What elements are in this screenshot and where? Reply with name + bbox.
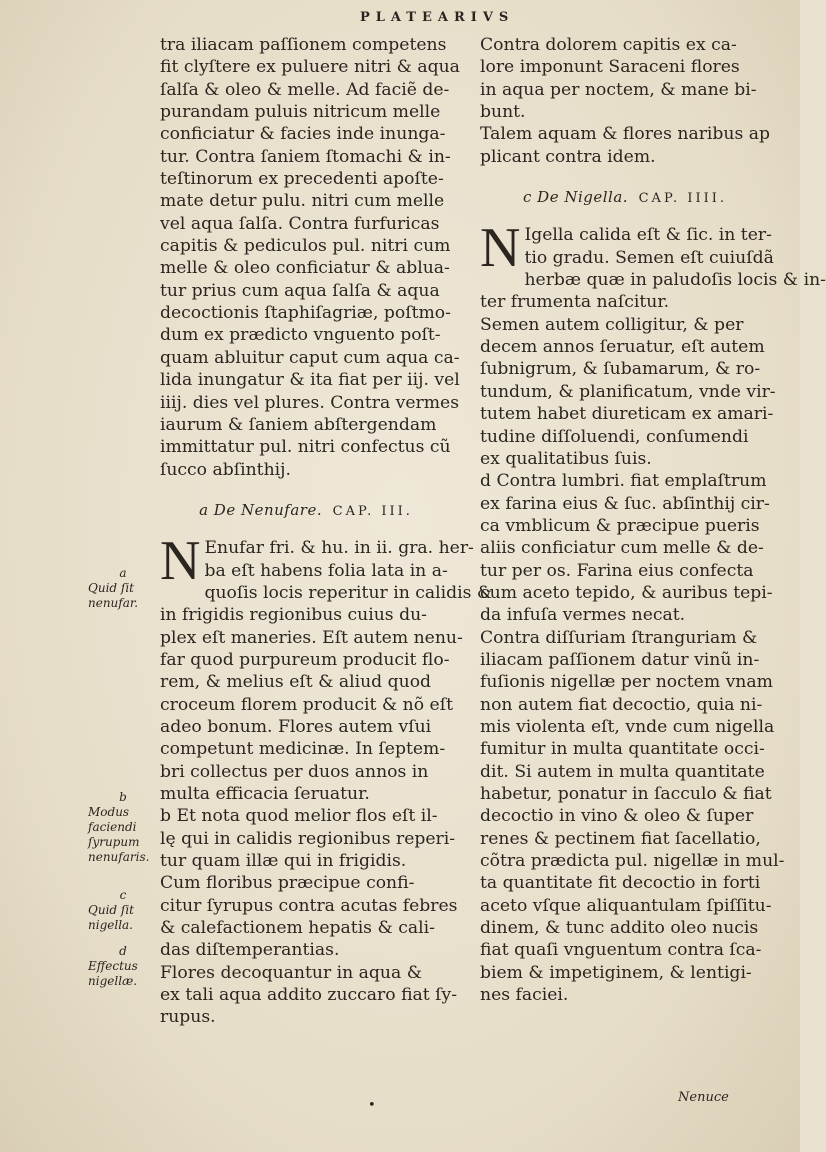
text-line: plicant contra idem.: [480, 146, 656, 167]
nenufar-heading-cap: CAP. III.: [332, 503, 413, 519]
text-line: ſalſa & oleo & melle. Ad faciẽ de-: [160, 79, 450, 100]
running-head: PLATEARIVS: [360, 10, 515, 25]
text-line: far quod purpureum producit flo-: [160, 649, 450, 670]
text-line: tur per os. Farina eius confecta: [480, 560, 754, 581]
text-line: iliacam paſſionem datur vinũ in-: [480, 649, 760, 670]
margin-note-letter: a: [119, 566, 127, 580]
text-line: ter frumenta naſcitur.: [480, 292, 670, 313]
text-line: bri collectus per duos annos in: [160, 761, 429, 782]
text-line: mis violenta eſt, vnde cum nigella: [480, 716, 775, 737]
text-line: ca vmblicum & præcipue pueris: [480, 515, 760, 536]
text-line: ſubnigrum, & ſubamarum, & ro-: [480, 359, 761, 380]
catchword: Nenuce: [678, 1090, 729, 1105]
text-line: ta quantitate fit decoctio in forti: [480, 873, 761, 894]
text-line: cum aceto tepido, & auribus tepi-: [480, 582, 773, 603]
text-line: ex qualitatibus ſuis.: [480, 448, 652, 469]
text-line: bunt.: [480, 102, 526, 123]
text-line: decem annos ſeruatur, eſt autem: [480, 337, 765, 358]
text-line: lore imponunt Saraceni flores: [480, 57, 740, 78]
left-column: [160, 34, 493, 1029]
text-line: fumitur in multa quantitate occi-: [480, 739, 765, 760]
text-line: rupus.: [160, 1007, 216, 1028]
text-line: tra iliacam paſſionem competens: [160, 35, 447, 55]
text-line: immittatur pul. nitri confectus cũ: [160, 437, 451, 458]
text-line: fiat quaſi vnguentum contra ſca-: [480, 940, 762, 961]
right-column: [480, 34, 826, 1006]
nigella-section: [480, 217, 826, 1006]
text-line: renes & pectinem fiat ſacellatio,: [480, 828, 761, 849]
nenufar-text: [160, 530, 493, 1029]
text-line: b Et nota quod melior flos eſt il-: [160, 806, 438, 827]
nenufar-heading: [160, 499, 452, 523]
text-line: nes faciei.: [480, 985, 569, 1006]
margin-note-d: [88, 944, 158, 989]
ornament-dot: •: [368, 1098, 376, 1113]
text-line: in aqua per noctem, & mane bi-: [480, 79, 757, 100]
text-line: habetur, ponatur in ſacculo & fiat: [480, 784, 772, 804]
text-line: decoctionis ſtaphiſagriæ, poſtmo-: [160, 303, 451, 324]
text-line: tur. Contra ſaniem ſtomachi & in-: [160, 146, 451, 167]
text-line: tio gradu. Semen eſt cuiuſdã: [524, 247, 774, 268]
nigella-heading: [480, 186, 770, 210]
text-line: fuſionis nigellæ per noctem vnam: [480, 672, 773, 693]
nenufar-heading-title: a De Nenufare.: [199, 500, 323, 519]
text-line: Contra diſſuriam ſtranguriam &: [480, 627, 758, 648]
text-line: ex tali aqua addito zuccaro fiat ſy-: [160, 985, 458, 1006]
text-line: mate detur pulu. nitri cum melle: [160, 191, 445, 212]
text-line: Semen autem colligitur, & per: [480, 314, 744, 335]
margin-note-text: Quid ſit nenufar.: [88, 581, 139, 610]
text-line: rem, & melius eſt & aliud quod: [160, 672, 432, 693]
text-line: d Contra lumbri. fiat emplaſtrum: [480, 471, 767, 492]
text-line: purandam puluis nitricum melle: [160, 102, 441, 123]
margin-note-letter: c: [119, 888, 127, 902]
text-line: tudine diſſoluendi, conſumendi: [480, 426, 749, 447]
text-line: ex farina eius & ſuc. abſinthij cir-: [480, 493, 770, 514]
right-column-top-text: [480, 34, 770, 168]
text-line: aceto vſque aliquantulam ſpiſſitu-: [480, 895, 772, 916]
text-line: tur prius cum aqua ſalſa & aqua: [160, 280, 440, 301]
text-line: multa efficacia ſeruatur.: [160, 784, 370, 804]
margin-note-c: [88, 888, 158, 933]
text-line: teſtinorum ex precedenti apoſte-: [160, 169, 444, 190]
text-line: decoctio in vino & oleo & ſuper: [480, 806, 754, 827]
text-line: biem & impetiginem, & lentigi-: [480, 962, 752, 983]
text-line: plex eſt maneries. Eſt autem nenu-: [160, 627, 463, 648]
text-line: capitis & pediculos pul. nitri cum: [160, 236, 451, 257]
text-line: melle & oleo conficiatur & ablua-: [160, 258, 450, 279]
text-line: Contra dolorem capitis ex ca-: [480, 35, 737, 55]
margin-note-letter: d: [119, 944, 127, 958]
text-line: & calefactionem hepatis & cali-: [160, 918, 435, 939]
text-line: fit clyſtere ex puluere nitri & aqua: [160, 57, 460, 78]
margin-note-a: [88, 566, 158, 611]
text-line: herbæ quæ in paludoſis locis & in-: [524, 270, 826, 291]
nigella-heading-cap: CAP. IIII.: [638, 191, 727, 207]
text-line: in frigidis regionibus cuius du-: [160, 605, 427, 626]
text-line: competunt medicinæ. In ſeptem-: [160, 739, 446, 760]
margin-note-text: Modus faciendi ſyrupum nenufaris.: [88, 805, 150, 864]
text-line: dinem, & tunc addito oleo nucis: [480, 918, 759, 939]
text-line: Enufar fri. & hu. in ii. gra. her-: [204, 538, 474, 559]
nenufar-section: [160, 530, 493, 1029]
text-line: non autem fiat decoctio, quia ni-: [480, 694, 763, 715]
text-line: adeo bonum. Flores autem vſui: [160, 716, 432, 737]
nenufar-dropcap: N: [160, 530, 201, 593]
text-line: da infuſa vermes necat.: [480, 605, 686, 626]
text-line: ſucco abſinthij.: [160, 459, 291, 480]
text-line: Talem aquam & flores naribus ap: [480, 124, 771, 145]
nigella-heading-title: c De Nigella.: [523, 188, 629, 207]
text-line: dit. Si autem in multa quantitate: [480, 761, 765, 782]
text-line: quam abluitur caput cum aqua ca-: [160, 347, 460, 368]
text-line: Flores decoquantur in aqua &: [160, 962, 422, 983]
text-line: Cum floribus præcipue confi-: [160, 873, 415, 894]
margin-note-letter: b: [119, 790, 127, 804]
text-line: quoſis locis reperitur in calidis &: [204, 582, 493, 603]
nigella-text: [480, 217, 826, 1006]
text-line: dum ex prædicto vnguento poſt-: [160, 325, 441, 346]
margin-note-b: [88, 790, 158, 865]
text-line: das diſtemperantias.: [160, 940, 340, 961]
text-line: croceum florem producit & nõ eſt: [160, 694, 453, 715]
text-line: tutem habet diureticam ex amari-: [480, 404, 774, 425]
text-line: cõtra prædicta pul. nigellæ in mul-: [480, 851, 785, 872]
text-line: aliis conficiatur cum melle & de-: [480, 538, 764, 559]
text-line: iaurum & ſaniem abſtergendam: [160, 414, 437, 435]
text-line: lę qui in calidis regionibus reperi-: [160, 828, 456, 849]
text-line: vel aqua ſalſa. Contra furfuricas: [160, 213, 440, 234]
margin-note-text: Quid ſit nigella.: [88, 903, 135, 932]
text-line: iiij. dies vel plures. Contra vermes: [160, 392, 460, 413]
text-line: tundum, & planificatum, vnde vir-: [480, 381, 776, 402]
text-line: Igella calida eſt & ſic. in ter-: [524, 225, 772, 246]
text-line: citur ſyrupus contra acutas febres: [160, 895, 458, 916]
text-line: lida inungatur & ita fiat per iij. vel: [160, 370, 460, 391]
text-line: tur quam illæ qui in frigidis.: [160, 851, 407, 872]
text-line: ba eſt habens folia lata in a-: [204, 560, 448, 581]
nigella-dropcap: N: [480, 217, 521, 280]
text-line: conficiatur & facies inde inunga-: [160, 124, 446, 145]
left-column-text: [160, 34, 460, 481]
margin-note-text: Effectus nigellæ.: [88, 959, 138, 988]
